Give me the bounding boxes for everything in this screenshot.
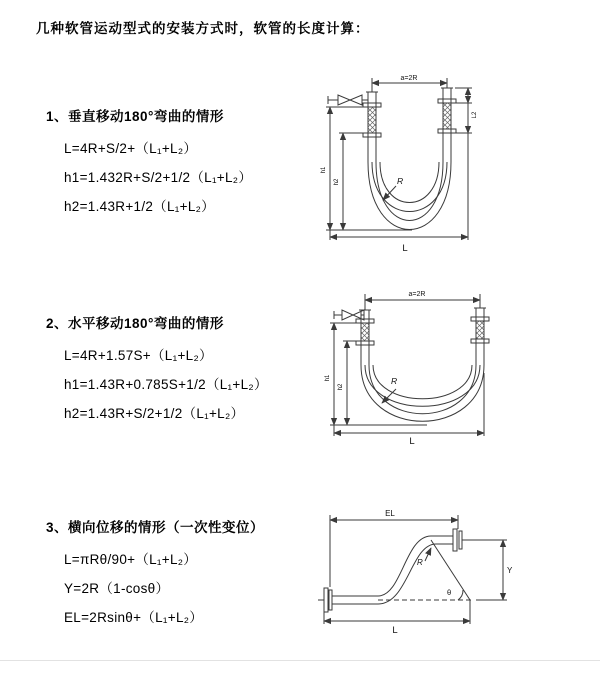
page-bottom-edge [0,660,600,661]
dimension-lines [318,515,507,624]
section-2-heading: 2、水平移动180°弯曲的情形 [46,316,224,331]
radius-label: R [391,376,398,386]
radius-label: R [397,176,404,186]
dimension-lines [330,294,489,436]
dim-label-a2r: a=2R [408,291,426,298]
section-1-heading: 1、垂直移动180°弯曲的情形 [46,109,224,124]
formula-EL: EL=2Rsinθ+（L₁+L₂） [64,610,204,625]
diagram-lateral-displacement [298,503,528,638]
formula-h1: h1=1.43R+0.785S+1/2（L₁+L₂） [64,377,268,392]
section-1-formulas [64,134,252,221]
formula-h2: h2=1.43R+S/2+1/2（L₁+L₂） [64,406,245,421]
section-3 [46,516,264,632]
section-2 [46,312,268,428]
length-label: L [392,625,398,636]
dim-label-h2: h2 [334,178,340,186]
dimension-lines [326,78,472,240]
formula-L: L=4R+1.57S+（L₁+L₂） [64,348,213,363]
diagram-vertical-180-bend [300,70,505,255]
formula-Y: Y=2R（1-cosθ） [64,581,170,596]
radius-label: R [417,558,423,567]
section-3-formulas [64,545,264,632]
section-2-formulas [64,341,268,428]
section-1 [46,105,252,221]
length-label: L [402,243,408,254]
formula-h2: h2=1.43R+1/2（L₁+L₂） [64,199,215,214]
page-title: 几种软管运动型式的安装方式时，软管的长度计算： [36,21,370,36]
dim-label-l2: L2 [472,111,478,119]
dim-label-h1: h1 [321,166,327,174]
theta-label: θ [447,588,452,597]
formula-h1: h1=1.432R+S/2+1/2（L₁+L₂） [64,170,253,185]
dim-label-h1: h1 [325,374,331,382]
diagram-horizontal-180-bend [312,283,522,448]
dim-label-el: EL [385,509,395,518]
formula-L: L=4R+S/2+（L₁+L₂） [64,141,198,156]
dim-label-a2r: a=2R [400,75,418,82]
length-label: L [409,436,415,447]
section-3-heading: 3、横向位移的情形（一次性变位） [46,520,265,535]
formula-L: L=πRθ/90+（L₁+L₂） [64,552,198,567]
dim-label-y: Y [507,566,513,575]
dim-label-h2: h2 [338,383,344,391]
